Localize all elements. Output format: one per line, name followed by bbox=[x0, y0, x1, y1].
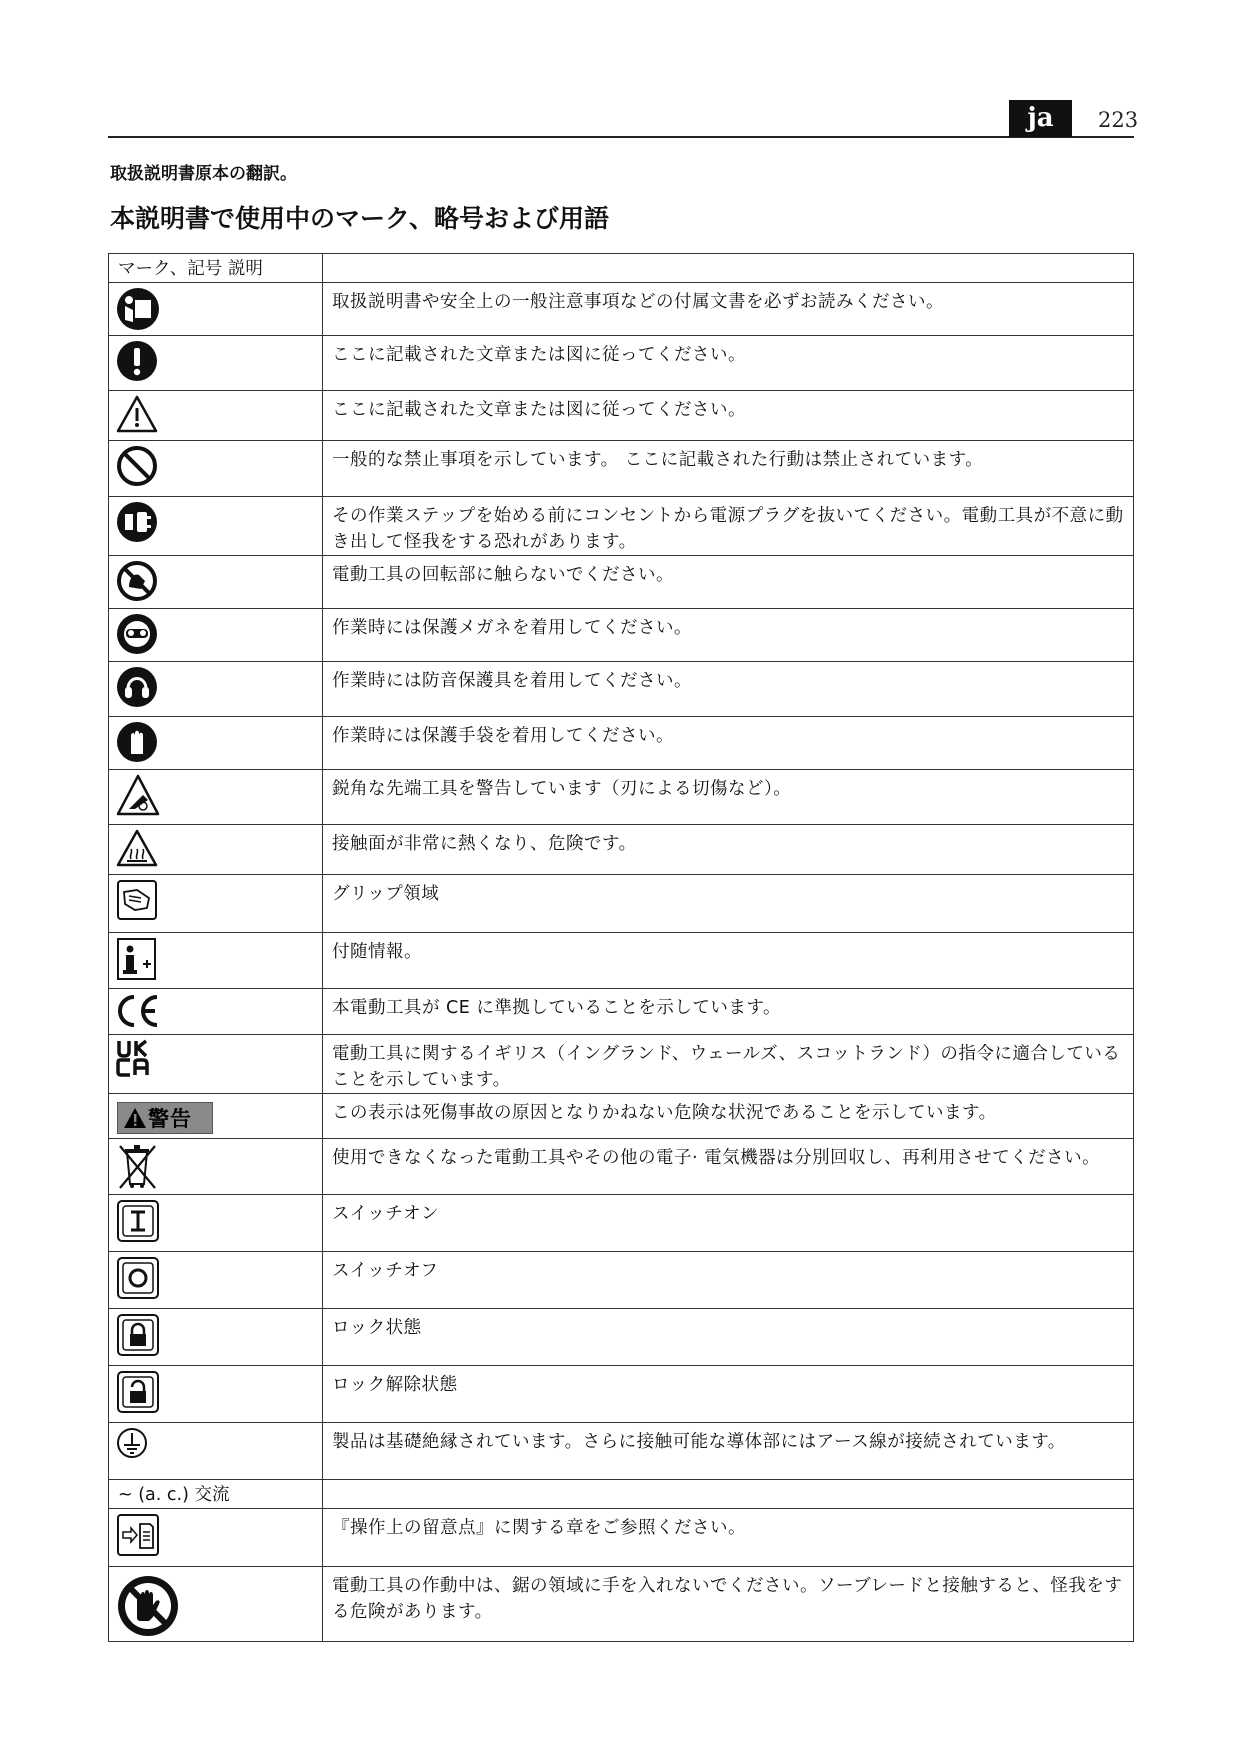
row-description: その作業ステップを始める前にコンセントから電源プラグを抜いてください。電動工具が不意に動き出して怪我をする恐れがあります。 bbox=[323, 497, 1134, 556]
table-row bbox=[109, 497, 1134, 556]
hot-surface-icon bbox=[115, 828, 159, 868]
table-row bbox=[109, 1366, 1134, 1423]
row-description: ここに記載された文章または図に従ってください。 bbox=[323, 336, 1134, 391]
weee-bin-icon bbox=[115, 1142, 159, 1190]
table-header-row bbox=[109, 254, 1134, 283]
prohibition-icon bbox=[115, 444, 159, 488]
warning-small-icon bbox=[122, 1106, 148, 1130]
row-description: 一般的な禁止事項を示しています。 ここに記載された行動は禁止されています。 bbox=[323, 441, 1134, 497]
table-row bbox=[109, 989, 1134, 1035]
table-row bbox=[109, 717, 1134, 770]
read-manual-icon bbox=[115, 286, 161, 332]
switch-on-icon bbox=[115, 1198, 161, 1244]
row-description: ロック解除状態 bbox=[323, 1366, 1134, 1423]
mandatory-action-icon bbox=[115, 339, 159, 383]
wear-gloves-icon bbox=[115, 720, 159, 764]
row-description: 付随情報。 bbox=[323, 933, 1134, 989]
wear-ear-protection-icon bbox=[115, 665, 159, 709]
refer-chapter-icon bbox=[115, 1512, 161, 1558]
symbols-table bbox=[108, 253, 1134, 1642]
no-hands-saw-icon bbox=[115, 1573, 181, 1639]
row-description: スイッチオン bbox=[323, 1195, 1134, 1252]
table-row bbox=[109, 1139, 1134, 1195]
row-description: ここに記載された文章または図に従ってください。 bbox=[323, 391, 1134, 441]
row-description: 使用できなくなった電動工具やその他の電子· 電気機器は分別回収し、再利用させてください。 bbox=[323, 1139, 1134, 1195]
table-row bbox=[109, 1252, 1134, 1309]
info-plus-icon bbox=[115, 936, 159, 982]
table-row bbox=[109, 1423, 1134, 1480]
row-description: 取扱説明書や安全上の一般注意事項などの付属文書を必ずお読みください。 bbox=[323, 283, 1134, 336]
row-description: 『操作上の留意点』に関する章をご参照ください。 bbox=[323, 1509, 1134, 1567]
page-number: 223 bbox=[1098, 108, 1139, 132]
ac-label: ~ (a. c.) 交流 bbox=[109, 1480, 323, 1509]
table-row bbox=[109, 933, 1134, 989]
table-row bbox=[109, 1509, 1134, 1567]
table-row bbox=[109, 391, 1134, 441]
warning-badge-icon bbox=[117, 1102, 213, 1134]
row-description bbox=[323, 1480, 1134, 1509]
table-row bbox=[109, 441, 1134, 497]
table-row bbox=[109, 556, 1134, 609]
sharp-tool-warning-icon bbox=[115, 773, 161, 817]
row-description: 電動工具の回転部に触らないでください。 bbox=[323, 556, 1134, 609]
table-row bbox=[109, 770, 1134, 825]
row-description: 製品は基礎絶縁されています。さらに接触可能な導体部にはアース線が接続されています。 bbox=[323, 1423, 1134, 1480]
row-description: ロック状態 bbox=[323, 1309, 1134, 1366]
no-touch-rotating-icon bbox=[115, 559, 159, 603]
row-description: スイッチオフ bbox=[323, 1252, 1134, 1309]
row-description: グリップ領域 bbox=[323, 875, 1134, 933]
subtitle: 取扱説明書原本の翻訳。 bbox=[110, 164, 297, 184]
ce-mark-icon bbox=[115, 992, 161, 1030]
header-rule bbox=[108, 136, 1134, 138]
table-header-col2 bbox=[323, 254, 1134, 283]
row-description: 接触面が非常に熱くなり、危険です。 bbox=[323, 825, 1134, 875]
row-description: 電動工具に関するイギリス（イングランド、ウェールズ、スコットランド）の指令に適合していることを示しています。 bbox=[323, 1035, 1134, 1094]
language-badge: ja bbox=[1009, 100, 1072, 137]
row-description: 鋭角な先端工具を警告しています（刃による切傷など）。 bbox=[323, 770, 1134, 825]
grip-area-icon bbox=[115, 878, 159, 922]
table-header-col1: マーク、記号 説明 bbox=[109, 254, 323, 283]
row-description: 作業時には保護メガネを着用してください。 bbox=[323, 609, 1134, 662]
table-row bbox=[109, 1480, 1134, 1509]
table-row bbox=[109, 283, 1134, 336]
table-row bbox=[109, 609, 1134, 662]
table-row bbox=[109, 1094, 1134, 1139]
protective-earth-icon bbox=[115, 1426, 149, 1460]
ukca-mark-icon bbox=[115, 1038, 155, 1078]
unplug-icon bbox=[115, 500, 159, 544]
table-row bbox=[109, 825, 1134, 875]
row-description: 電動工具の作動中は、鋸の領域に手を入れないでください。ソーブレードと接触すると、怪我をする危険があります。 bbox=[323, 1567, 1134, 1642]
table-row bbox=[109, 1195, 1134, 1252]
table-row bbox=[109, 1567, 1134, 1642]
table-row bbox=[109, 1309, 1134, 1366]
row-description: 作業時には保護手袋を着用してください。 bbox=[323, 717, 1134, 770]
locked-icon bbox=[115, 1312, 161, 1358]
table-row bbox=[109, 662, 1134, 717]
table-row bbox=[109, 1035, 1134, 1094]
table-row bbox=[109, 875, 1134, 933]
warning-badge-label: 警告 bbox=[148, 1107, 192, 1131]
row-description: この表示は死傷事故の原因となりかねない危険な状況であることを示しています。 bbox=[323, 1094, 1134, 1139]
table-row bbox=[109, 336, 1134, 391]
wear-goggles-icon bbox=[115, 612, 159, 656]
unlocked-icon bbox=[115, 1369, 161, 1415]
switch-off-icon bbox=[115, 1255, 161, 1301]
section-title: 本説明書で使用中のマーク、略号および用語 bbox=[110, 204, 610, 233]
warning-triangle-icon bbox=[115, 394, 159, 434]
row-description: 作業時には防音保護具を着用してください。 bbox=[323, 662, 1134, 717]
row-description: 本電動工具が CE に準拠していることを示しています。 bbox=[323, 989, 1134, 1035]
